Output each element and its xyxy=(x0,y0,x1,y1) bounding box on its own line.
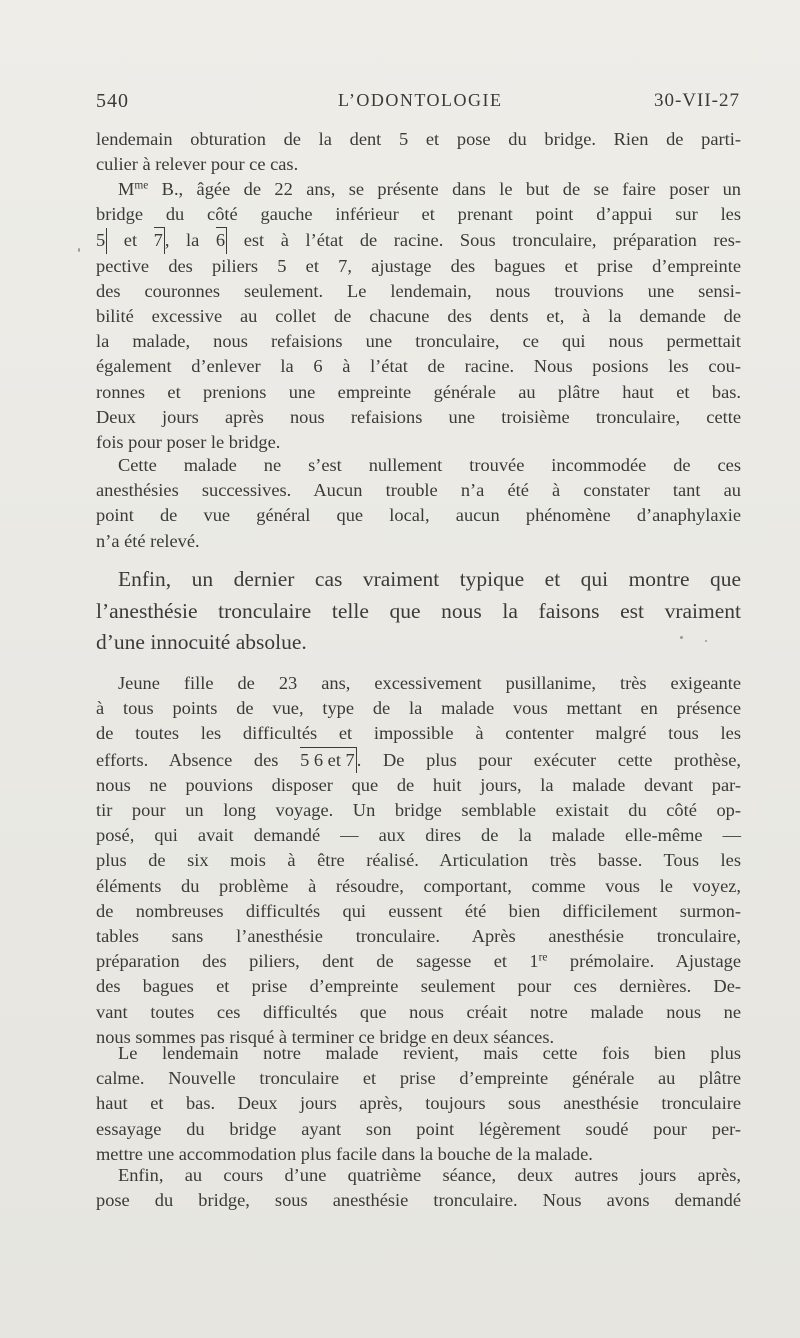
text-line: n’a été relevé. xyxy=(96,530,200,551)
text-line: Le lendemain notre malade revient, mais cette fois bien plus xyxy=(118,1043,741,1063)
paragraph-case-mme-b xyxy=(96,177,741,455)
text-line: Cette malade ne s’est nullement trouvée incommodée de ces xyxy=(118,455,741,475)
dental-notation-6: 6 xyxy=(216,227,227,253)
paragraph-fourth-session xyxy=(96,1163,741,1213)
text-line: bilité excessive au collet de chacune des dents et, à la demande de xyxy=(96,306,741,327)
text-line: 5 et 7 , la 6 est à l’état de racine. Sous tronculaire, préparation res- xyxy=(96,227,741,253)
running-head xyxy=(96,90,740,120)
dental-notation-5: 5 xyxy=(96,228,107,253)
text-line: de nombreuses difficultés qui eussent été bien difficilement surmon- xyxy=(96,900,741,921)
journal-title: L’ODONTOLOGIE xyxy=(338,90,503,110)
text-line: vant toutes ces difficultés que nous créait notre malade nous ne xyxy=(96,1001,741,1022)
paragraph-next-day xyxy=(96,1041,741,1167)
paper-speck xyxy=(78,248,80,252)
paragraph-continuation xyxy=(96,127,741,177)
text-line: pective des piliers 5 et 7, ajustage des bagues et prise d’empreinte xyxy=(96,255,741,276)
text-line: nous ne pouvions disposer que de huit jours, la malade devant par- xyxy=(96,774,741,795)
dental-notation-5-6-7: 5 6 et 7 xyxy=(300,747,357,773)
text-line: tir pour un long voyage. Un bridge semblable existait du côté op- xyxy=(96,800,741,821)
paper-speck xyxy=(680,636,683,639)
text-line: préparation des piliers, dent de sagesse et 1re prémolaire. Ajustage xyxy=(96,951,741,972)
text-line: lendemain obturation de la dent 5 et pose du bridge. Rien de parti- xyxy=(96,129,741,149)
text-line: haut et bas. Deux jours après, toujours sous anesthésie tronculaire xyxy=(96,1093,741,1114)
text-line: la malade, nous refaisions une tronculaire, ce qui nous permettait xyxy=(96,331,741,352)
text-line: nous sommes pas risqué à terminer ce bridge en deux séances. xyxy=(96,1026,555,1047)
text-line: point de vue général que local, aucun phénomène d’anaphylaxie xyxy=(96,505,741,526)
text-line: ronnes et prenions une empreinte générale au plâtre haut et bas. xyxy=(96,381,741,402)
text-line: mettre une accommodation plus facile dans la bouche de la malade. xyxy=(96,1143,593,1164)
text-line: Deux jours après nous refaisions une troisième tronculaire, cette xyxy=(96,406,741,427)
paragraph-young-girl-case xyxy=(96,671,741,1050)
text-line: également d’enlever la 6 à l’état de racine. Nous posions les cou- xyxy=(96,356,741,377)
text-line: des couronnes seulement. Le lendemain, nous trouvions une sensi- xyxy=(96,280,741,301)
paper-speck xyxy=(705,640,707,642)
text-line: bridge du côté gauche inférieur et prenant point d’appui sur les xyxy=(96,204,741,225)
superscript: me xyxy=(134,179,149,192)
text-line: essayage du bridge ayant son point légèrement soudé pour per- xyxy=(96,1118,741,1139)
text-line: de toutes les difficultés et impossible à contenter malgré tous les xyxy=(96,723,741,744)
text-line: calme. Nouvelle tronculaire et prise d’empreinte générale au plâtre xyxy=(96,1068,741,1089)
issue-date: 30-VII-27 xyxy=(653,90,740,111)
superscript: re xyxy=(538,951,548,964)
text-line: Enfin, un dernier cas vraiment typique et qui montre que xyxy=(118,567,741,591)
text-line: efforts. Absence des 5 6 et 7 . De plus pour exécuter cette prothèse, xyxy=(96,747,741,773)
text-line: fois pour poser le bridge. xyxy=(96,432,281,453)
text-line: d’une innocuité absolue. xyxy=(96,630,307,654)
text-line: culier à relever pour ce cas. xyxy=(96,154,299,175)
text-line: tables sans l’anesthésie tronculaire. Après anesthésie tronculaire, xyxy=(96,926,741,947)
text-line: à tous points de vue, type de la malade vous mettant en présence xyxy=(96,698,741,719)
text-line: pose du bridge, sous anesthésie tronculaire. Nous avons demandé xyxy=(96,1190,741,1211)
text-line: posé, qui avait demandé — aux dires de la malade elle-même — xyxy=(96,825,741,846)
paragraph-no-incident xyxy=(96,453,741,554)
text-line: éléments du problème à résoudre, comportant, comme vous le voyez, xyxy=(96,875,741,896)
dental-notation-7: 7 xyxy=(154,227,165,253)
text-line: l’anesthésie tronculaire telle que nous la faisons est vraiment xyxy=(96,598,741,623)
text-line: des bagues et prise d’empreinte seulement pour ces dernières. De- xyxy=(96,976,741,997)
text-line: anesthésies successives. Aucun trouble n’a été à constater tant au xyxy=(96,480,741,501)
paragraph-typical-case xyxy=(96,564,741,659)
page-number: 540 xyxy=(96,90,129,112)
text-line: plus de six mois à être réalisé. Articulation très basse. Tous les xyxy=(96,850,741,871)
text-line: $M^{me}$ B., âgée de 22 ans, se présente dans le but de se faire poser un xyxy=(118,179,741,199)
text-line: Jeune fille de 23 ans, excessivement pusillanime, très exigeante xyxy=(118,673,741,693)
text-line: Enfin, au cours d’une quatrième séance, deux autres jours après, xyxy=(118,1165,741,1185)
